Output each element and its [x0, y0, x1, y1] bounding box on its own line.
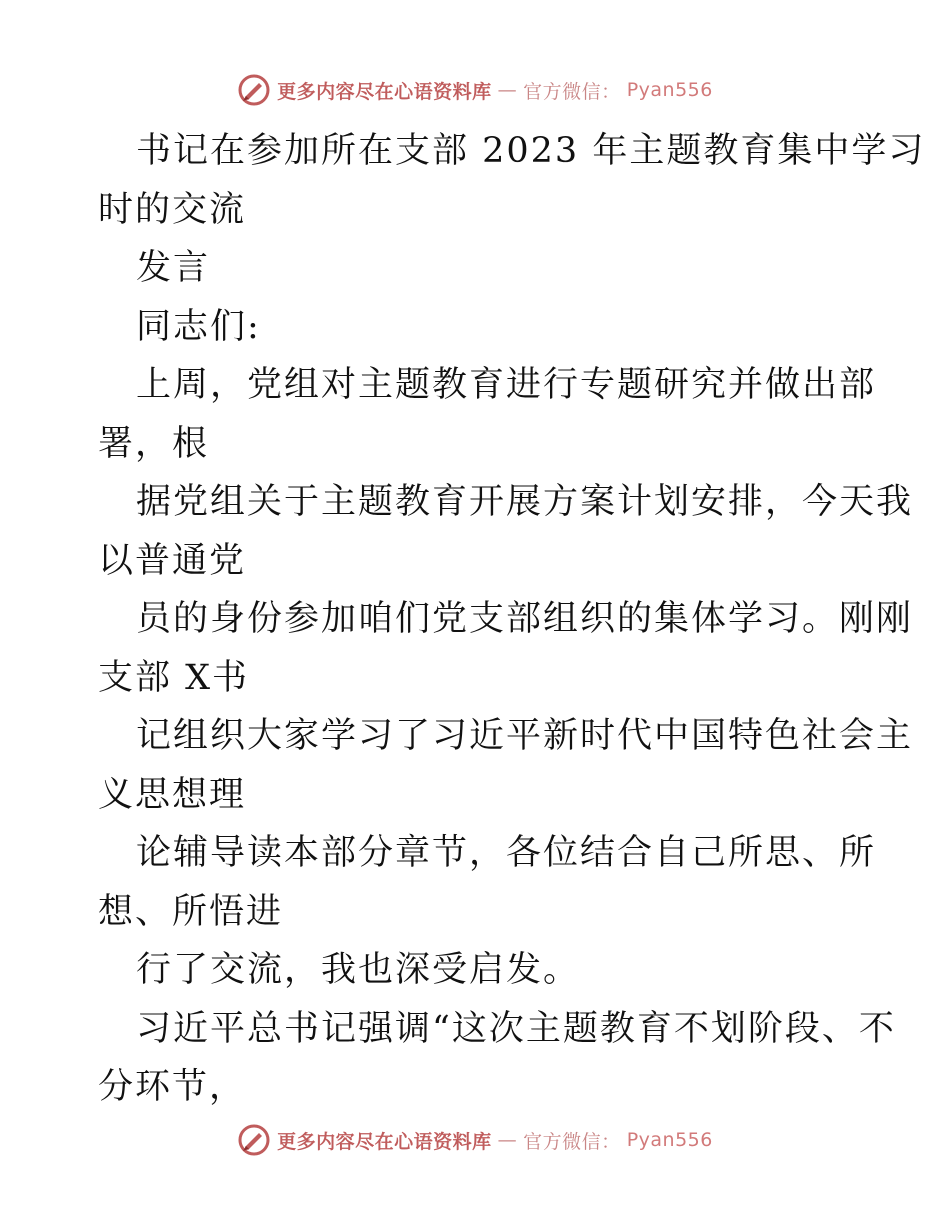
watermark-dash: —: [497, 79, 518, 101]
text-line: 员的身份参加咱们党支部组织的集体学习。刚刚: [136, 599, 914, 639]
pen-logo-icon: [237, 1123, 271, 1157]
watermark-brand: 更多内容尽在心语资料库: [277, 80, 492, 103]
text-line: 同志们:: [136, 306, 261, 347]
text-line: 记组织大家学习了习近平新时代中国特色社会主: [136, 716, 914, 756]
text-line: 书记在参加所在支部 2023 年主题教育集中学习: [136, 131, 926, 171]
text-line: 习近平总书记强调“这次主题教育不划阶段、不: [136, 1008, 896, 1049]
text-line: 以普通党: [98, 540, 247, 581]
text-line: 论辅导读本部分章节，各位结合自己所思、所: [136, 833, 877, 873]
text-line: 时的交流: [98, 189, 247, 230]
header-watermark: [0, 70, 950, 110]
text-line: 发言: [136, 248, 211, 288]
document-body: [98, 122, 926, 1117]
pen-logo-icon: [237, 73, 271, 107]
watermark-tag: 官方微信：: [523, 80, 621, 103]
text-line: 想、所悟进: [98, 891, 284, 932]
text-line: 支部 X书: [98, 657, 250, 698]
watermark-tag: 官方微信：: [523, 1130, 621, 1153]
text-line: 义思想理: [98, 774, 247, 815]
footer-watermark: [0, 1120, 950, 1160]
text-line: 上周，党组对主题教育进行专题研究并做出部: [136, 365, 877, 405]
text-line: 行了交流，我也深受启发。: [136, 950, 581, 990]
watermark-dash: —: [497, 1129, 518, 1151]
text-line: 据党组关于主题教育开展方案计划安排，今天我: [136, 482, 914, 522]
text-line: 分环节，: [98, 1067, 247, 1107]
watermark-id: Pyan556: [626, 79, 713, 101]
text-line: 署，根: [98, 423, 210, 464]
watermark-id: Pyan556: [626, 1129, 713, 1151]
watermark-brand: 更多内容尽在心语资料库: [277, 1130, 492, 1153]
